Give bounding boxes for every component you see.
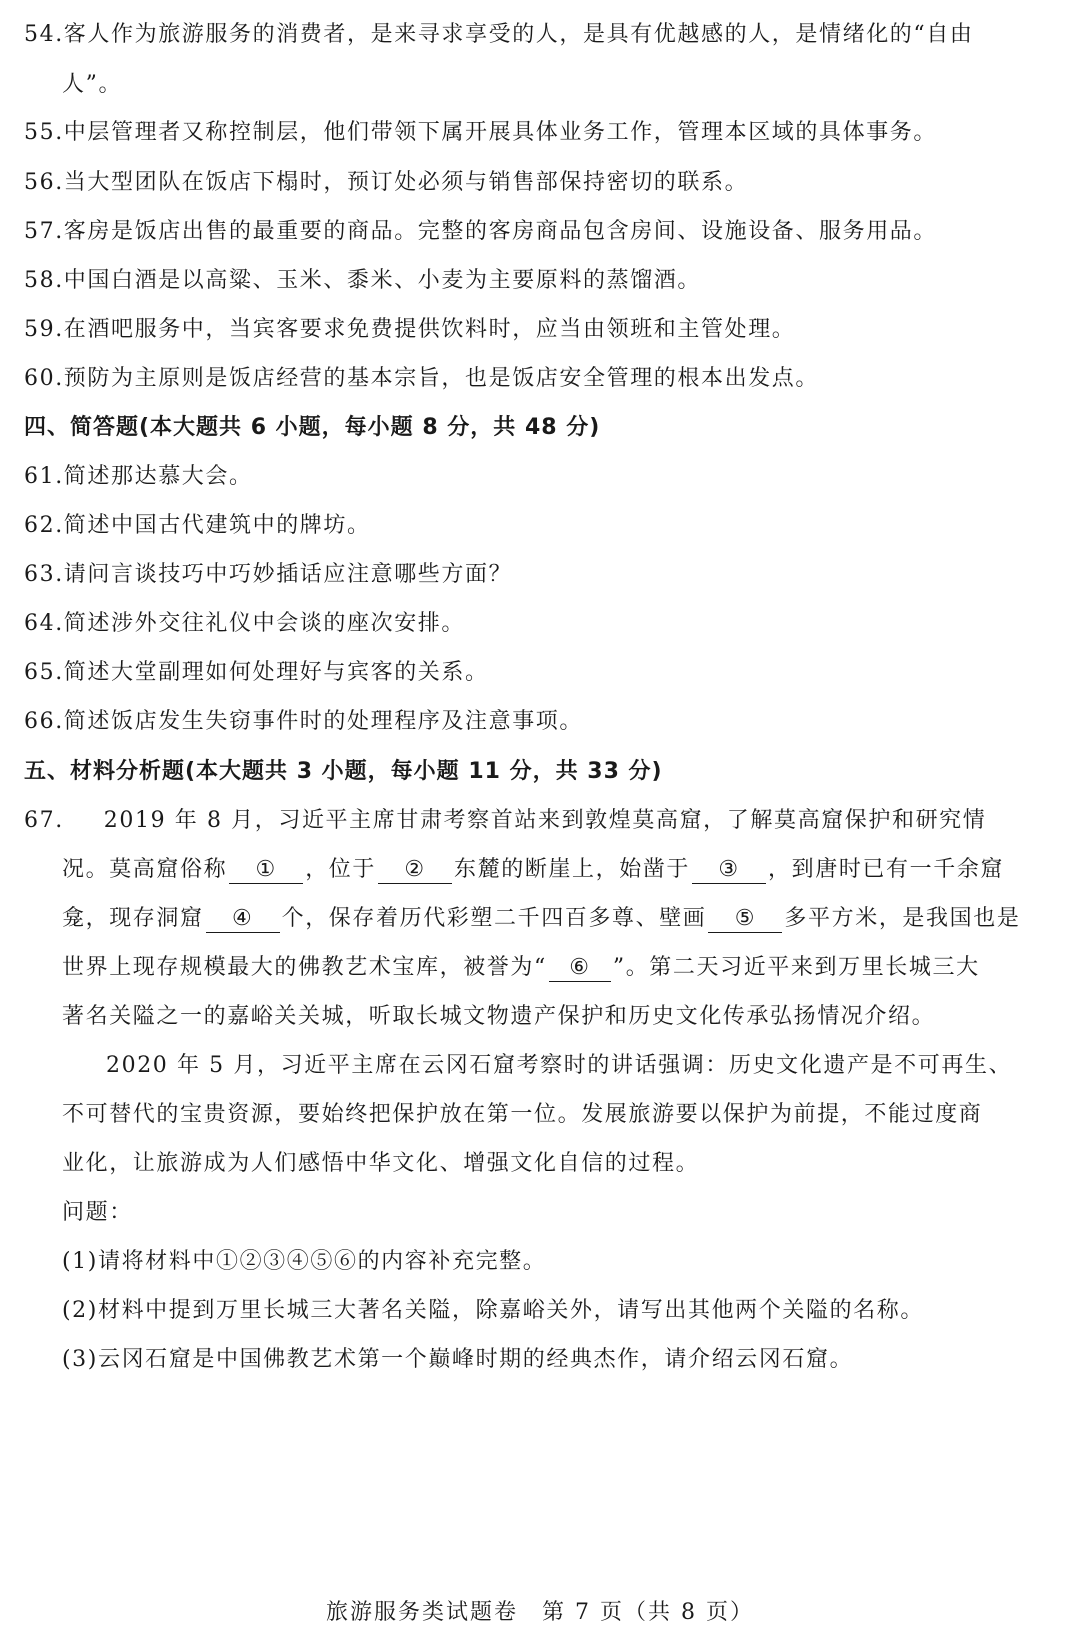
sub-question-1: (1)请将材料中①②③④⑤⑥的内容补充完整。 — [62, 1249, 547, 1274]
question-55: 55.中层管理者又称控制层，他们带领下属开展具体业务工作，管理本区域的具体事务。 — [24, 120, 937, 145]
question-61: 61.简述那达慕大会。 — [24, 464, 253, 489]
sub-question-3: (3)云冈石窟是中国佛教艺术第一个巅峰时期的经典杰作，请介绍云冈石窟。 — [62, 1347, 854, 1372]
question-54-line1: 54.客人作为旅游服务的消费者，是来寻求享受的人，是具有优越感的人，是情绪化的“自由 — [24, 22, 974, 47]
question-63: 63.请问言谈技巧中巧妙插话应注意哪些方面？ — [24, 562, 513, 587]
question-66: 66.简述饭店发生失窃事件时的处理程序及注意事项。 — [24, 709, 583, 734]
question-64: 64.简述涉外交往礼仪中会谈的座次安排。 — [24, 611, 465, 636]
question-62: 62.简述中国古代建筑中的牌坊。 — [24, 513, 371, 538]
question-57: 57.客房是饭店出售的最重要的商品。完整的客房商品包含房间、设施设备、服务用品。 — [24, 219, 937, 244]
blank-6: ⑥ — [549, 955, 611, 982]
material-p1-line4: 世界上现存规模最大的佛教艺术宝库，被誉为“ ⑥ ”。第二天习近平来到万里长城三大 — [62, 955, 980, 980]
section-5-heading: 五、材料分析题(本大题共 3 小题，每小题 11 分，共 33 分) — [24, 759, 663, 784]
page-footer: 旅游服务类试题卷 第 7 页（共 8 页） — [326, 1600, 754, 1625]
question-54-line2: 人”。 — [62, 72, 123, 97]
section-4-heading: 四、简答题(本大题共 6 小题，每小题 8 分，共 48 分) — [24, 415, 601, 440]
blank-4: ④ — [206, 906, 280, 933]
material-p2-line3: 业化，让旅游成为人们感悟中华文化、增强文化自信的过程。 — [62, 1151, 700, 1176]
blank-2: ② — [378, 857, 452, 884]
question-67-line1 — [24, 806, 1056, 836]
blank-1: ① — [229, 857, 303, 884]
question-65: 65.简述大堂副理如何处理好与宾客的关系。 — [24, 660, 489, 685]
material-p1-line3: 龛，现存洞窟 ④ 个，保存着历代彩塑二千四百多尊、壁画 ⑤ 多平方米，是我国也是 — [62, 906, 1021, 931]
blank-5: ⑤ — [708, 906, 782, 933]
material-p1-line2: 况。莫高窟俗称 ① ，位于 ② 东麓的断崖上，始凿于 ③ ，到唐时已有一千余窟 — [62, 857, 1005, 882]
blank-3: ③ — [692, 857, 766, 884]
question-label: 问题： — [62, 1200, 133, 1225]
question-56: 56.当大型团队在饭店下榻时，预订处必须与销售部保持密切的联系。 — [24, 170, 749, 195]
question-59: 59.在酒吧服务中，当宾客要求免费提供饮料时，应当由领班和主管处理。 — [24, 317, 796, 342]
material-p1-line5: 著名关隘之一的嘉峪关关城，听取长城文物遗产保护和历史文化传承弘扬情况介绍。 — [62, 1004, 936, 1029]
material-p2-line2: 不可替代的宝贵资源，要始终把保护放在第一位。发展旅游要以保护为前提，不能过度商 — [62, 1102, 983, 1127]
question-58: 58.中国白酒是以高粱、玉米、黍米、小麦为主要原料的蒸馏酒。 — [24, 268, 701, 293]
material-p1-line1: 2019 年 8 月，习近平主席甘肃考察首站来到敦煌莫高窟，了解莫高窟保护和研究情 — [103, 808, 987, 833]
material-p2-line1: 2020 年 5 月，习近平主席在云冈石窟考察时的讲话强调：历史文化遗产是不可再生、 — [106, 1053, 1013, 1078]
question-60: 60.预防为主原则是饭店经营的基本宗旨，也是饭店安全管理的根本出发点。 — [24, 366, 819, 391]
sub-question-2: (2)材料中提到万里长城三大著名关隘，除嘉峪关外，请写出其他两个关隘的名称。 — [62, 1298, 924, 1323]
question-67-number: 67. — [24, 808, 64, 833]
